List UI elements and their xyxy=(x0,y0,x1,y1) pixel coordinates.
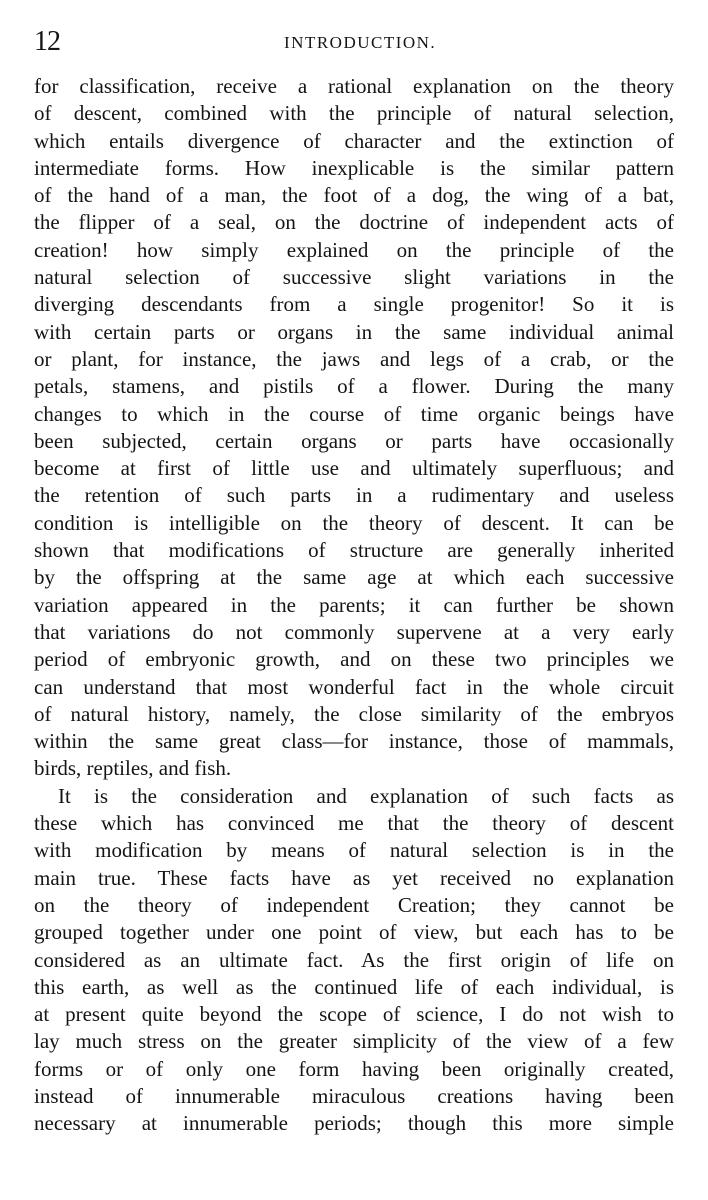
text-line: can understand that most wonderful fact in the whole circuit xyxy=(34,674,674,699)
text-line: with modification by means of natural selection is in the xyxy=(34,838,674,863)
text-line: of the hand of a man, the foot of a dog, the wing of a bat, xyxy=(34,183,674,208)
text-line: on the theory of independent Creation; they cannot be xyxy=(34,892,674,917)
text-line: considered as an ultimate fact. As the first origin of life on xyxy=(34,947,674,972)
text-line: or plant, for instance, the jaws and legs of a crab, or the xyxy=(34,346,674,371)
text-line: at present quite beyond the scope of science, I do not wish to xyxy=(34,1002,674,1027)
text-line: been subjected, certain organs or parts have occasionally xyxy=(34,428,674,453)
text-line: creation! how simply explained on the principle of the xyxy=(34,237,674,262)
running-head: INTRODUCTION. xyxy=(284,33,437,52)
text-line: the retention of such parts in a rudimentary and useless xyxy=(34,483,674,508)
text-line: birds, reptiles, and fish. xyxy=(34,756,232,781)
page-header xyxy=(34,26,674,62)
text-line: with certain parts or organs in the same individual animal xyxy=(34,319,674,344)
text-line: natural selection of successive slight variations in the xyxy=(34,265,674,290)
page-number: 12 xyxy=(34,26,60,57)
text-line: diverging descendants from a single progenitor! So it is xyxy=(34,292,674,317)
paragraph xyxy=(34,73,674,783)
text-line: necessary at innumerable periods; though this more simple xyxy=(34,1111,674,1136)
text-line: condition is intelligible on the theory of descent. It can be xyxy=(34,510,674,535)
text-line: within the same great class—for instance, those of mammals, xyxy=(34,729,674,754)
text-line: changes to which in the course of time organic beings have xyxy=(34,401,674,426)
text-line: which entails divergence of character and the extinction of xyxy=(34,128,674,153)
text-line: lay much stress on the greater simplicity of the view of a few xyxy=(34,1029,674,1054)
text-line: this earth, as well as the continued life of each individual, is xyxy=(34,974,674,999)
text-line: the flipper of a seal, on the doctrine of independent acts of xyxy=(34,210,674,235)
text-line: main true. These facts have as yet received no explanation xyxy=(34,865,674,890)
paragraph xyxy=(34,783,674,1138)
text-line: intermediate forms. How inexplicable is the similar pattern xyxy=(34,155,674,180)
text-line: period of embryonic growth, and on these two principles we xyxy=(34,647,674,672)
text-line: It is the consideration and explanation of such facts as xyxy=(58,783,674,808)
text-line: grouped together under one point of view, but each has to be xyxy=(34,920,674,945)
text-line: shown that modifications of structure are generally inherited xyxy=(34,538,674,563)
text-line: petals, stamens, and pistils of a flower. During the many xyxy=(34,374,674,399)
text-line: these which has convinced me that the theory of descent xyxy=(34,811,674,836)
text-line: by the offspring at the same age at which each successive xyxy=(34,565,674,590)
text-line: that variations do not commonly supervene at a very early xyxy=(34,619,674,644)
text-line: instead of innumerable miraculous creations having been xyxy=(34,1083,674,1108)
text-line: of natural history, namely, the close similarity of the embryos xyxy=(34,701,674,726)
text-line: for classification, receive a rational explanation on the theory xyxy=(34,74,674,98)
body-text xyxy=(34,73,674,1138)
text-line: variation appeared in the parents; it can further be shown xyxy=(34,592,674,617)
text-line: of descent, combined with the principle of natural selection, xyxy=(34,101,674,126)
text-line: become at first of little use and ultimately superfluous; and xyxy=(34,456,674,481)
text-line: forms or of only one form having been originally created, xyxy=(34,1056,674,1081)
